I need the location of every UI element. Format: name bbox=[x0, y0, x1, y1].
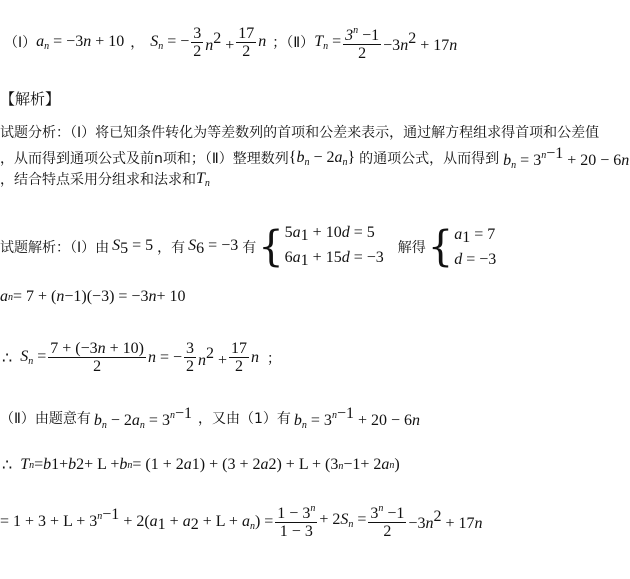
equation-system: { $5a_1 + 10d = 5$ $6a_1 + 15d = -3$ bbox=[258, 222, 384, 272]
formula-sn: $S_n$ = − bbox=[150, 32, 190, 52]
an-derivation: a n = 7 + ( n −1)(−3) = −3 n + 10 bbox=[0, 288, 186, 305]
solution-part-two: （Ⅱ）由题意有 $b_n - 2a_n = 3^{n-1}$ ，又由（1）有 $b_n = 3^{n-1} + 20 - 6n$ bbox=[0, 405, 421, 431]
section-header: 【解析】 bbox=[0, 90, 61, 108]
solution-system: { $a_1 = 7$ d = −3 bbox=[427, 222, 497, 272]
formula-an: $a_n = -3n + 10$ bbox=[36, 32, 125, 52]
tn-result: = $1 + 3 + L + 3^{n-1} + 2(a_1 + a_2 + L + a_n)$ = $\frac{1 - 3^n}{1 - 3}$ + $2S_n$ = $\frac{3^n -1}{2}$ $-3n^2 + 17n$ bbox=[0, 500, 482, 540]
solution-line-1: 试题解析：（Ⅰ）由 $S_5 = 5$ ，有 $S_6 = -3$ 有 { $5a_1 + 10d = 5$ $6a_1 + 15d = -3$ 解得 { $a_1 = 7$ d = −3 bbox=[0, 222, 497, 272]
analysis-line-3: ，结合特点采用分组求和法求和 $T_n$ bbox=[0, 169, 210, 189]
analysis-line-1: 试题分析：（Ⅰ）将已知条件转化为等差数列的首项和公差来表示，通过解方程组求得首项和公差值 bbox=[0, 125, 600, 141]
tn-expansion: ∴ T n = b 1 + b 2 + L + b n = (1 + 2 a 1 ) + (3 + 2 a 2 ) + L + (3 n−1 + 2 a n ) bbox=[2, 456, 400, 474]
part-one-marker: （Ⅰ） bbox=[4, 35, 37, 51]
sn-derivation: ∴ $S_n$ = $\frac{7 + (-3n + 10)}{2}$ n = − $\frac{3}{2}$ $n^2$ + $\frac{17}{2}$ n ； bbox=[2, 340, 282, 375]
formula-tn: $T_n$ = bbox=[314, 32, 342, 52]
analysis-line-2: ，从而得到通项公式及前n项和；（Ⅱ）整理数列 $\{b_n - 2a_n\}$ 的通项公式，从而得到 $b_n = 3^{n-1} + 20 - 6n$ bbox=[0, 145, 630, 171]
answer-line: （Ⅰ） $a_n = -3n + 10$ ， $S_n$ = − $\frac{3}{2}$ $n^2$ + $\frac{17}{2}$ n ；（Ⅱ） $T_n$ = $\frac{3^n -1}{2}$ $-3n^2 + 17n$ bbox=[4, 22, 457, 62]
